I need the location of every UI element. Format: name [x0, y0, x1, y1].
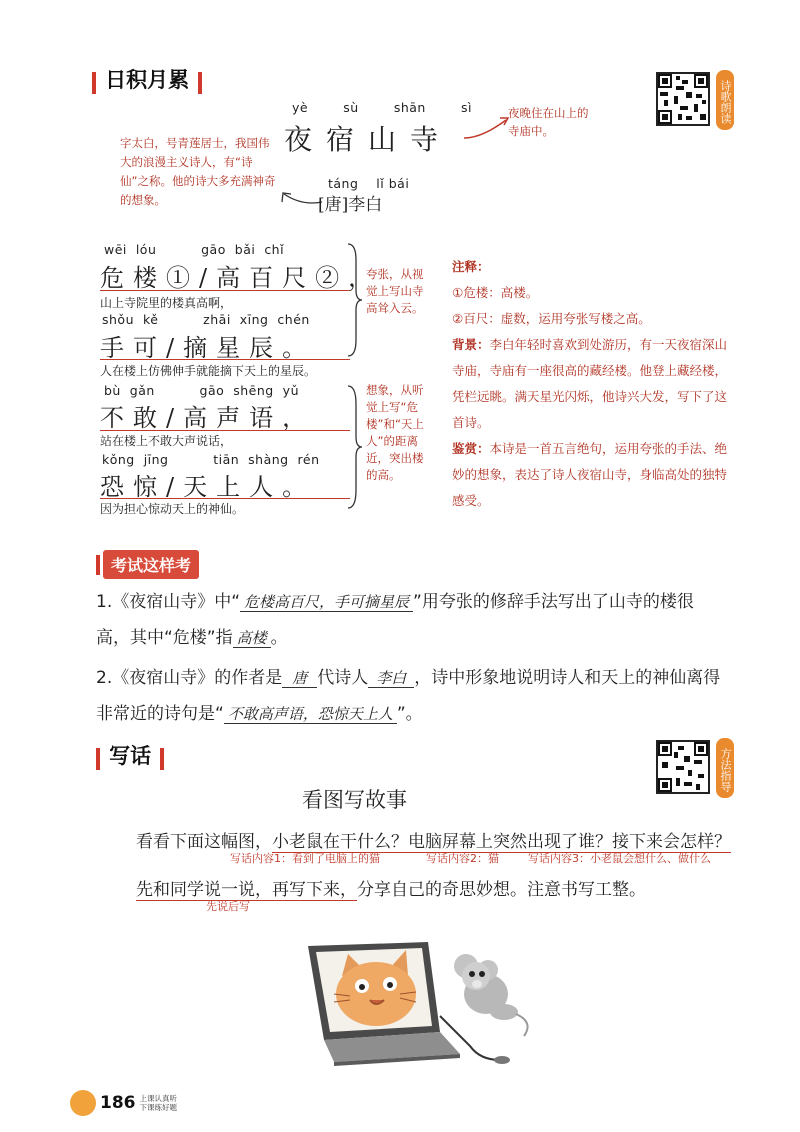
qr-pattern-2-icon [658, 742, 708, 792]
exam-question-1 [96, 584, 746, 656]
qr-tag-method-guide: 方法指导 [716, 738, 734, 798]
side-note-1: 夸张，从视觉上写山寺高耸入云。 [366, 267, 424, 315]
title-pinyin-1: yè [292, 100, 309, 115]
qr-code-method-guide[interactable] [656, 740, 710, 794]
poem-line-3: 不敢/高声语， [100, 404, 316, 432]
line2-translation: 人在楼上仿佛伸手就能摘下天上的星辰。 [100, 364, 317, 378]
section-heading-xiehua [96, 740, 164, 770]
hint-1: 写话内容1：看到了电脑上的猫 [230, 852, 380, 865]
brace-2-icon [344, 382, 364, 512]
notes-heading: 注释： [452, 259, 490, 274]
hint-4: 先说后写 [206, 900, 250, 913]
title-pinyin-4: sì [460, 100, 472, 115]
note-item-1: ①危楼：高楼。 [452, 285, 539, 300]
q2-text-e: ”。 [396, 704, 423, 724]
footer-slogan-2: 下课练好题 [139, 1103, 177, 1112]
note-item-2: ②百尺：虚数，运用夸张写楼之高。 [452, 311, 651, 326]
line3-underline [100, 430, 350, 431]
hint-2: 写话内容2：猫 [426, 852, 499, 865]
heading-bar-left [92, 72, 96, 94]
q2-answer-3: 不敢高声语，恐惊天上人 [224, 705, 397, 724]
author-note: 字太白，号青莲居士，我国伟大的浪漫主义诗人，有“诗仙”之称。他的诗大多充满神奇的想象。 [120, 136, 276, 207]
exam-bar [96, 555, 100, 575]
q2-text-a: 2.《夜宿山寺》的作者是 [96, 668, 283, 688]
q1-text-a: 1.《夜宿山寺》中“ [96, 592, 241, 612]
page-number: 186 [100, 1093, 136, 1113]
background-label: 背景： [452, 337, 490, 352]
q1-answer-1: 危楼高百尺，手可摘星辰 [240, 593, 413, 612]
title-pinyin [292, 100, 472, 115]
hint-3: 写话内容3：小老鼠会想什么、做什么 [528, 852, 711, 865]
poem-author: [唐]李白 [318, 195, 383, 215]
notes-block [452, 254, 732, 514]
prompt-underline-4: 先和同学说一说，再写下来， [136, 880, 357, 900]
appreciation-para [452, 436, 732, 514]
poem-title: 夜宿山寺 [284, 123, 453, 156]
q2-answer-1: 唐 [282, 669, 317, 688]
title-note-arrow-icon [462, 112, 512, 142]
qr-pattern-icon [658, 74, 708, 124]
section-heading-rijiyuelei [92, 64, 202, 94]
qr-tag-poem-reading: 诗歌朗读 [716, 70, 734, 130]
poem-line-2: 手可/摘星辰。 [100, 334, 316, 362]
poem-line-1: 危楼①/高百尺②， [100, 264, 382, 292]
section2-title: 写话 [109, 744, 152, 768]
title-pinyin-2: sù [343, 100, 359, 115]
q1-answer-2: 高楼 [233, 629, 271, 648]
brace-1-icon [344, 240, 364, 360]
title-pinyin-3: shān [393, 100, 426, 115]
footer-badge-icon [70, 1090, 96, 1116]
footer-slogan-1: 上课认真听 [139, 1094, 177, 1103]
exam-question-2 [96, 660, 746, 732]
page-footer [70, 1090, 177, 1116]
side-note-2: 想象，从听觉上写“危楼”和“天上人”的距离近，突出楼的高。 [366, 383, 424, 482]
prompt-underline-3: 接下来会怎样？ [612, 832, 731, 852]
line4-pinyin: kǒng jīng tiān shàng rén [102, 452, 320, 467]
q2-text-c: ，诗中形象地说明诗人和天上的神仙离得 [414, 668, 721, 688]
author-pinyin: táng lǐ bái [328, 176, 410, 191]
exam-tag: 考试这样考 [103, 550, 199, 579]
title-note: 夜晚住在山上的寺庙中。 [508, 106, 589, 138]
laptop-cat-mouse-illustration [290, 936, 550, 1066]
heading2-bar-right [160, 748, 164, 770]
q1-text-d: 。 [270, 628, 288, 648]
mouse-icon [454, 954, 528, 1036]
footer-slogan [140, 1094, 178, 1112]
story-title: 看图写故事 [302, 788, 407, 812]
line3-translation: 站在楼上不敢大声说话， [100, 434, 233, 448]
q1-text-b: ”用夸张的修辞手法写出了山寺的楼很 [413, 592, 694, 612]
background-text: 李白年轻时喜欢到处游历，有一天夜宿深山寺庙，寺庙有一座很高的藏经楼。他登上藏经楼，凭栏远眺。满天星光闪烁，他诗兴大发，写下了这首诗。 [452, 337, 728, 430]
q2-text-b: 代诗人 [317, 668, 369, 688]
line1-pinyin: wēi lóu gāo bǎi chǐ [104, 242, 285, 257]
line2-pinyin: shǒu kě zhāi xīng chén [102, 312, 310, 327]
qr-code-poem-reading[interactable] [656, 72, 710, 126]
background-para [452, 332, 732, 436]
prompt-text-b: 分享自己的奇思妙想。注意书写工整。 [357, 880, 646, 900]
line2-underline [100, 359, 350, 360]
exam-heading [96, 550, 199, 579]
line3-pinyin: bù gǎn gāo shēng yǔ [104, 383, 299, 398]
q2-text-d: 非常近的诗句是“ [96, 704, 224, 724]
line4-translation: 因为担心惊动天上的神仙。 [100, 502, 245, 516]
poem-line-4: 恐惊/天上人。 [100, 473, 316, 501]
appreciation-text: 本诗是一首五言绝句，运用夸张的手法、绝妙的想象，表达了诗人夜宿山寺，身临高处的独特感受。 [452, 441, 728, 508]
line4-underline [100, 498, 350, 499]
q1-text-c: 高，其中“危楼”指 [96, 628, 233, 648]
section-title: 日积月累 [105, 68, 190, 92]
q2-answer-2: 李白 [368, 669, 414, 688]
prompt-underline-1: 小老鼠在干什么？ [272, 832, 408, 852]
prompt-text-a: 看看下面这幅图， [136, 832, 272, 852]
appreciation-label: 鉴赏： [452, 441, 490, 456]
heading-bar-right [198, 72, 202, 94]
heading2-bar-left [96, 748, 100, 770]
line1-translation: 山上寺院里的楼真高啊， [100, 296, 233, 310]
line1-underline [100, 290, 350, 291]
prompt-underline-2: 电脑屏幕上突然出现了谁？ [408, 832, 612, 852]
